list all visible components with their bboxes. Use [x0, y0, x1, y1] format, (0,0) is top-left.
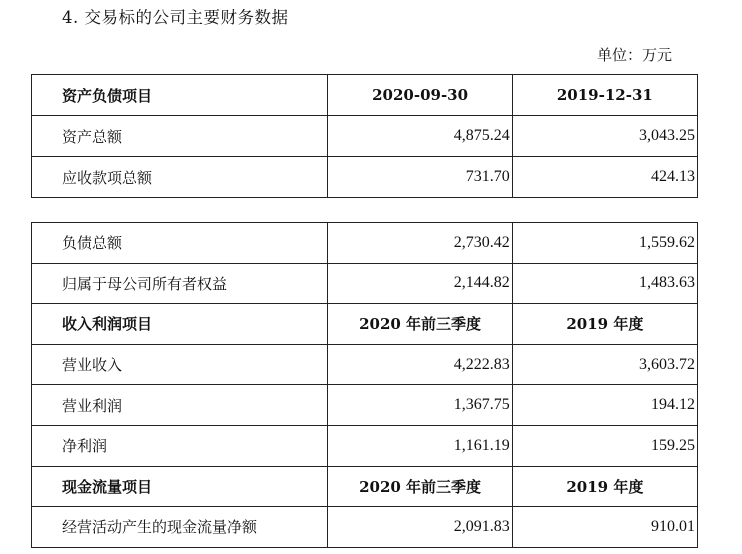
header-cell: 2019-12-31 — [512, 75, 697, 116]
row-label: 营业收入 — [32, 344, 328, 385]
table-row — [32, 385, 698, 426]
income-header-row — [32, 304, 698, 345]
row-label: 净利润 — [32, 425, 328, 466]
cell-value: 194.12 — [512, 385, 697, 426]
table-row — [32, 157, 698, 198]
header-cell: 2020-09-30 — [328, 75, 512, 116]
cash-flow-header-row — [32, 466, 698, 507]
header-cell: 2019 年度 — [512, 304, 697, 345]
cell-value: 2,730.42 — [328, 223, 512, 264]
row-label: 营业利润 — [32, 385, 328, 426]
cell-value: 4,222.83 — [328, 344, 512, 385]
cell-value: 1,161.19 — [328, 425, 512, 466]
cell-value: 1,483.63 — [512, 263, 697, 304]
cell-value: 3,043.25 — [512, 116, 697, 157]
header-cell: 现金流量项目 — [32, 466, 328, 507]
header-cell: 资产负债项目 — [32, 75, 328, 116]
section-heading: 4. 交易标的公司主要财务数据 — [62, 8, 289, 27]
row-label: 负债总额 — [32, 223, 328, 264]
cell-value: 4,875.24 — [328, 116, 512, 157]
header-cell: 2020 年前三季度 — [328, 304, 512, 345]
table-row — [32, 425, 698, 466]
header-cell: 2019 年度 — [512, 466, 697, 507]
cell-value: 3,603.72 — [512, 344, 697, 385]
row-label: 经营活动产生的现金流量净额 — [32, 507, 328, 548]
table-header-row — [32, 75, 698, 116]
header-cell: 收入利润项目 — [32, 304, 328, 345]
financial-table-bottom — [31, 222, 698, 548]
row-label: 应收款项总额 — [32, 157, 328, 198]
cell-value: 159.25 — [512, 425, 697, 466]
cell-value: 910.01 — [512, 507, 697, 548]
balance-sheet-table-top — [31, 74, 698, 198]
table-row — [32, 507, 698, 548]
header-cell: 2020 年前三季度 — [328, 466, 512, 507]
cell-value: 2,144.82 — [328, 263, 512, 304]
unit-label: 单位：万元 — [596, 46, 672, 64]
table-row — [32, 116, 698, 157]
cell-value: 2,091.83 — [328, 507, 512, 548]
row-label: 资产总额 — [32, 116, 328, 157]
cell-value: 424.13 — [512, 157, 697, 198]
row-label: 归属于母公司所有者权益 — [32, 263, 328, 304]
table-row — [32, 344, 698, 385]
table-row — [32, 223, 698, 264]
cell-value: 731.70 — [328, 157, 512, 198]
cell-value: 1,367.75 — [328, 385, 512, 426]
table-row — [32, 263, 698, 304]
cell-value: 1,559.62 — [512, 223, 697, 264]
